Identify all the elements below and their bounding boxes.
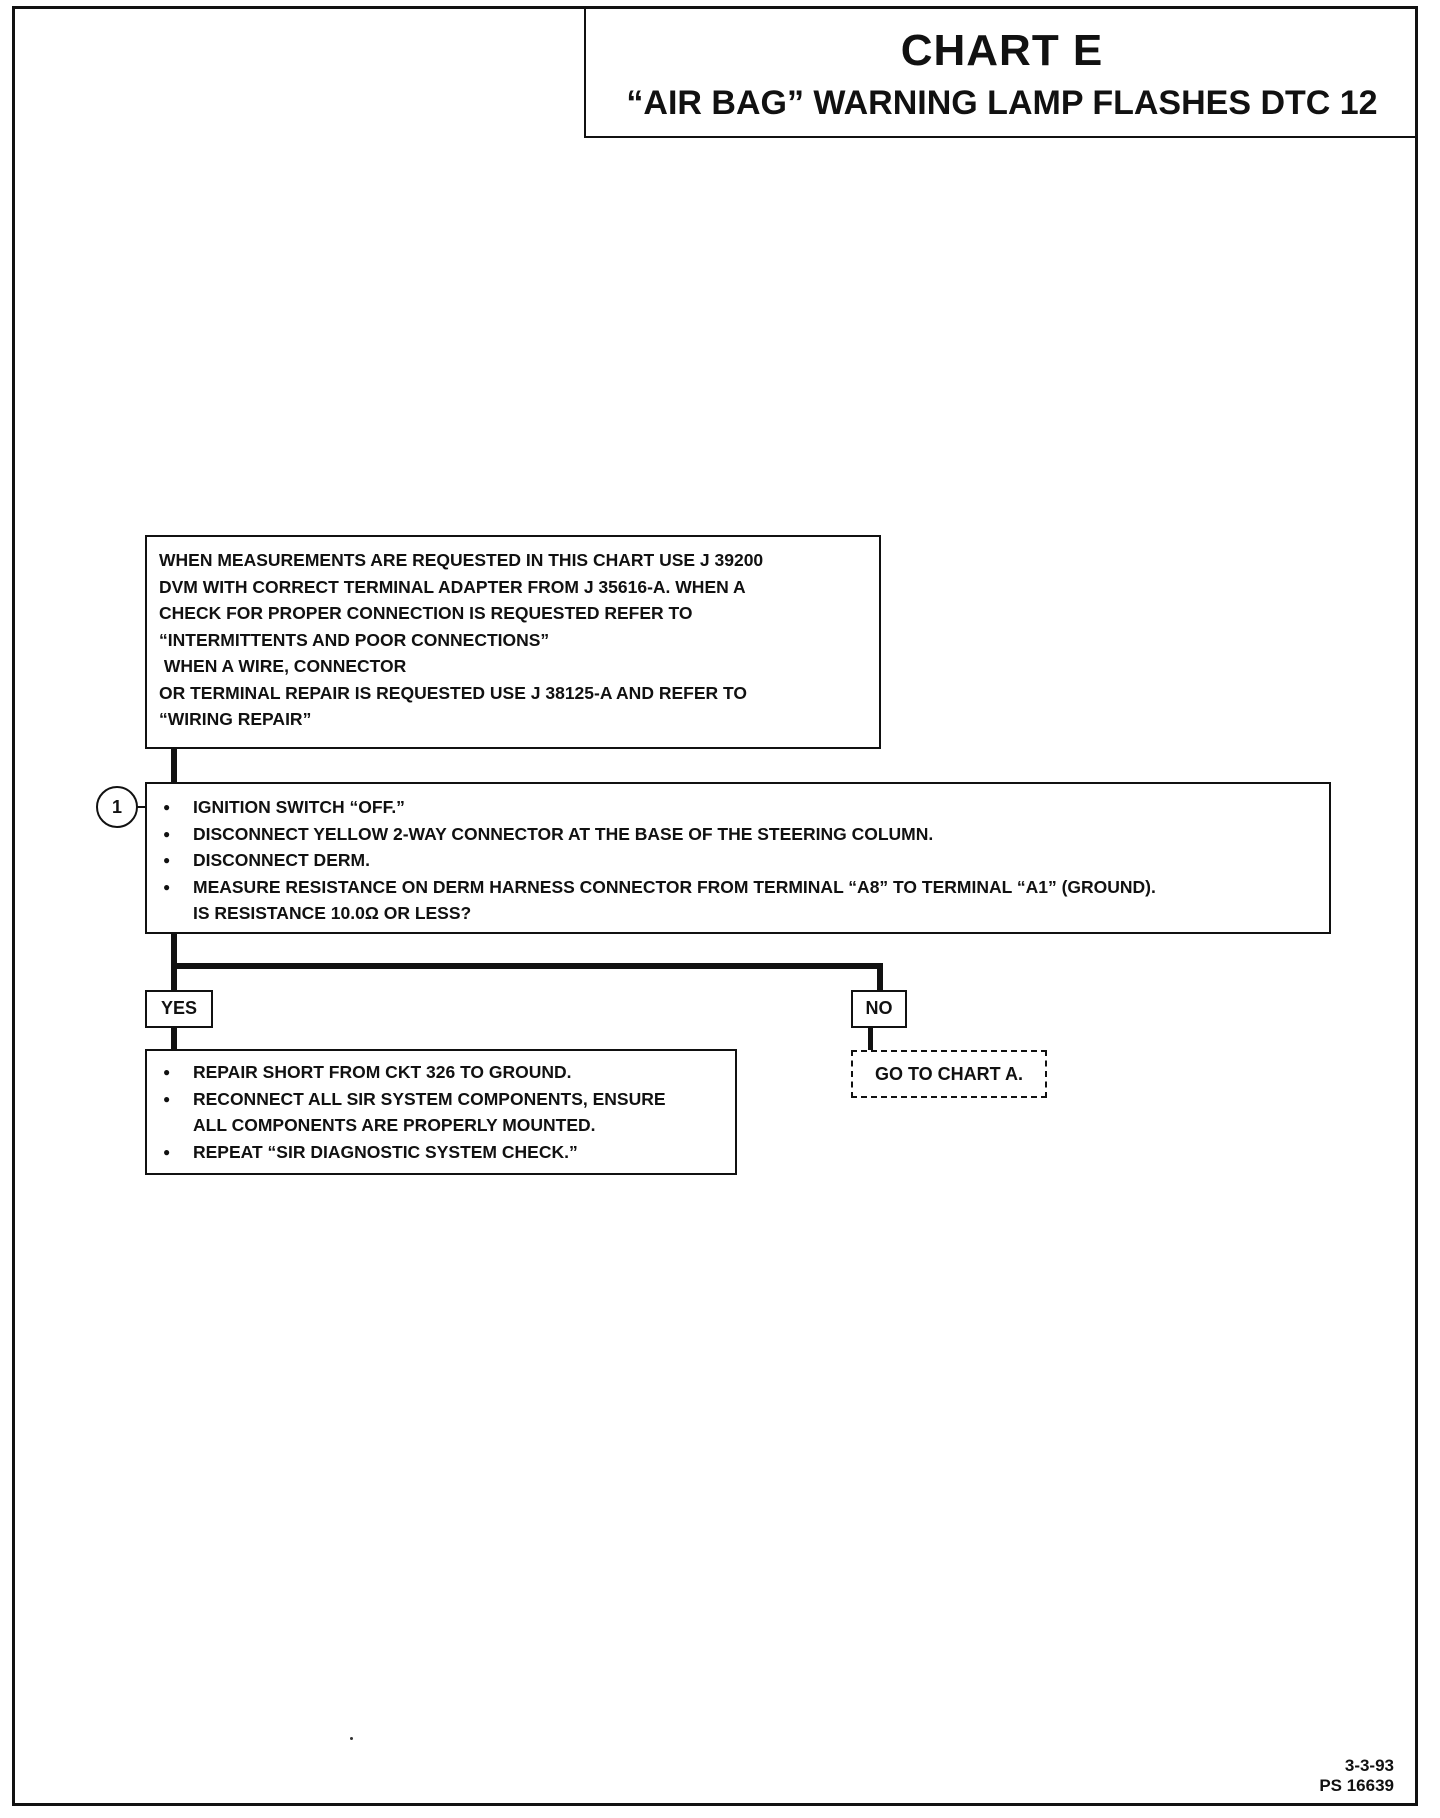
- connector-circle-to-step1: [137, 806, 145, 808]
- intro-line: “INTERMITTENTS AND POOR CONNECTIONS”: [159, 629, 550, 650]
- yes-bullet: ● RECONNECT ALL SIR SYSTEM COMPONENTS, ENSURE: [159, 1086, 723, 1113]
- no-action-box: GO TO CHART A.: [851, 1050, 1047, 1098]
- chart-title: CHART E: [900, 26, 1104, 75]
- intro-line: WHEN A WIRE, CONNECTOR: [159, 656, 407, 676]
- step1-bullet: ● IGNITION SWITCH “OFF.”: [159, 794, 1317, 821]
- footer-reference: [1319, 1756, 1394, 1796]
- intro-line: “WIRING REPAIR”: [159, 709, 312, 729]
- connector-branch-horizontal: [171, 963, 883, 969]
- yes-action-box: [145, 1049, 737, 1175]
- step1-box: [145, 782, 1331, 934]
- chart-subtitle: “AIR BAG” WARNING LAMP FLASHES DTC 12: [626, 84, 1378, 122]
- intro-line: DVM WITH CORRECT TERMINAL ADAPTER FROM J 35616-A. WHEN A: [159, 576, 746, 597]
- no-label: NO: [851, 990, 907, 1028]
- intro-line: CHECK FOR PROPER CONNECTION IS REQUESTED REFER TO: [159, 603, 693, 623]
- step1-bullet: ● DISCONNECT YELLOW 2-WAY CONNECTOR AT THE BASE OF THE STEERING COLUMN.: [159, 821, 1317, 848]
- yes-bullet: ● REPAIR SHORT FROM CKT 326 TO GROUND.: [159, 1059, 723, 1086]
- step1-bullet: ● MEASURE RESISTANCE ON DERM HARNESS CONNECTOR FROM TERMINAL “A8” TO TERMINAL “A1” (GROUND).: [159, 874, 1317, 901]
- stray-mark: [350, 1737, 353, 1740]
- yes-label: YES: [145, 990, 213, 1028]
- intro-line: OR TERMINAL REPAIR IS REQUESTED USE J 38125-A AND REFER TO: [159, 682, 747, 703]
- step1-bullet: ● DISCONNECT DERM.: [159, 847, 1317, 874]
- connector-step1-trunk: [171, 934, 177, 990]
- yes-bullet-continuation: ALL COMPONENTS ARE PROPERLY MOUNTED.: [193, 1115, 596, 1135]
- step-number-badge: 1: [96, 786, 138, 828]
- title-block: [584, 6, 1418, 138]
- step1-question: IS RESISTANCE 10.0Ω OR LESS?: [193, 903, 472, 923]
- intro-instructions-box: [145, 535, 881, 749]
- yes-bullet: ● REPEAT “SIR DIAGNOSTIC SYSTEM CHECK.”: [159, 1139, 723, 1166]
- connector-yes-to-box: [171, 1028, 177, 1049]
- connector-intro-to-step1: [171, 749, 177, 782]
- intro-line: WHEN MEASUREMENTS ARE REQUESTED IN THIS CHART USE J 39200: [159, 550, 764, 570]
- connector-no-to-box: [868, 1028, 873, 1050]
- footer-code: PS 16639: [1319, 1776, 1394, 1795]
- connector-no-drop: [877, 963, 883, 990]
- footer-date: 3-3-93: [1344, 1756, 1394, 1775]
